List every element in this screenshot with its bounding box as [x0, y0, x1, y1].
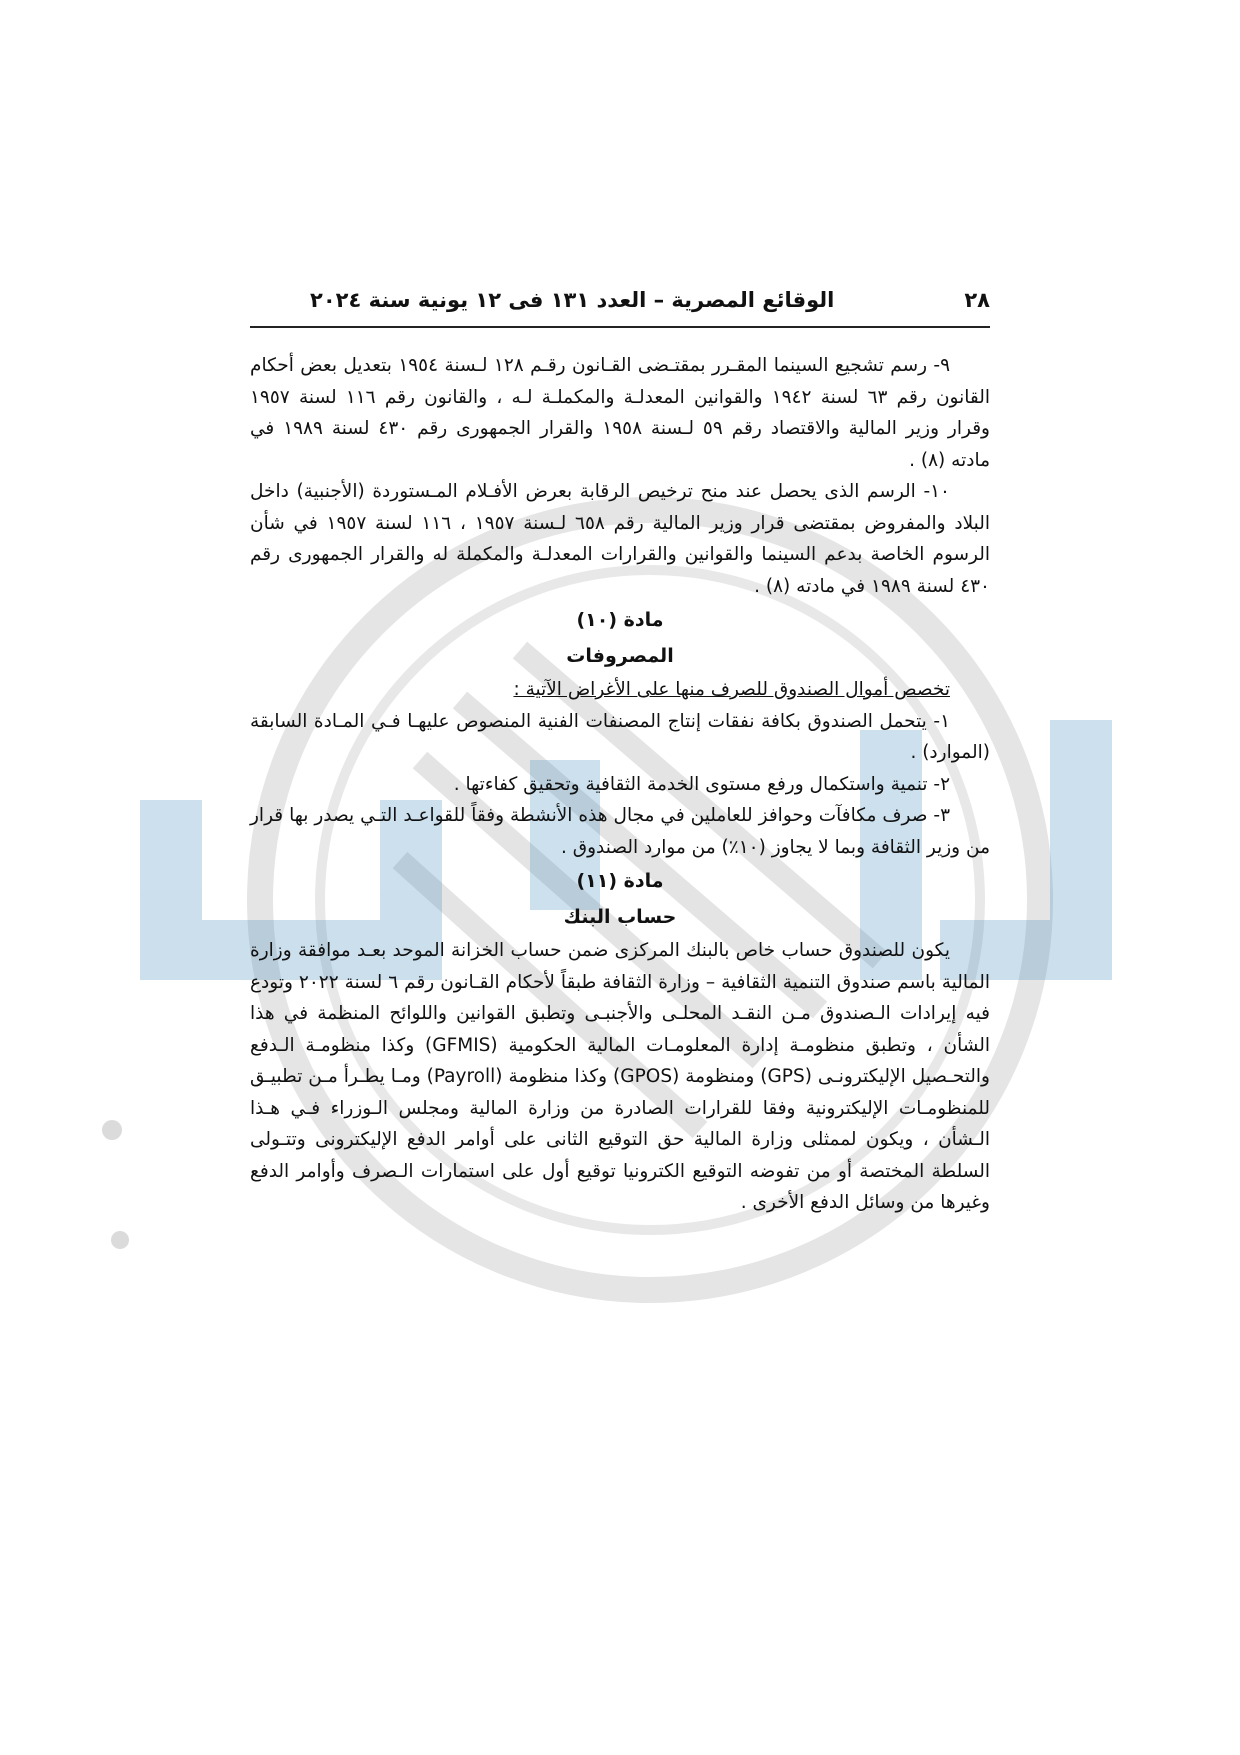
gazette-title: الوقائع المصرية – العدد ١٣١ فى ١٢ يونية سنة ٢٠٢٤	[310, 288, 835, 312]
expense-item-1: ١- يتحمل الصندوق بكافة نفقات إنتاج المصنفات الفنية المنصوص عليهـا فـي المـادة السابقة (الموارد) .	[250, 710, 990, 763]
article-10-subtitle: المصروفات	[566, 645, 674, 667]
article-11-subtitle: حساب البنك	[563, 906, 677, 928]
expense-item-3: ٣- صرف مكافآت وحوافز للعاملين في مجال هذه الأنشطة وفقاً للقواعـد التـي يصدر بها قرار من وزير الثقافة وبما لا يجاوز (١٠٪) من موارد الصندوق .	[250, 805, 990, 858]
gazette-page	[250, 280, 990, 1219]
article-10-intro-text: تخصص أموال الصندوق للصرف منها على الأغراض الآتية :	[513, 679, 950, 700]
expense-item-2: ٢- تنمية واستكمال ورفع مستوى الخدمة الثقافية وتحقيق كفاءتها .	[453, 773, 950, 795]
article-11-title: مادة (١١)	[576, 870, 664, 892]
fee-item-9: ٩- رسم تشجيع السينما المقـرر بمقتـضى القـانون رقـم ١٢٨ لـسنة ١٩٥٤ بتعديل بعض أحكام القانون رقم ٦٣ لسنة ١٩٤٢ والقوانين المعدلـة والمكملـة لـه ، والقانون رقم ١١٦ لسنة ١٩٥٧ وقرار وزير المالية والاقتصاد رقم ٥٩ لـسنة ١٩٥٨ والقرار الجمهورى رقم ٤٣٠ لسنة ١٩٨٩ في مادته (٨) .	[250, 355, 991, 471]
article-11-body: يكون للصندوق حساب خاص بالبنك المركزى ضمن حساب الخزانة الموحد بعـد موافقة وزارة المالية باسم صندوق التنمية الثقافية – وزارة الثقافة طبقاً لأحكام القـانون رقم ٦ لسنة ٢٠٢٢ وتودع فيه إيرادات الـصندوق مـن النقـد المحلـى والأجنبـى وتطبق القوانين واللوائح المنظمة في هذا الشأن ، وتطبق منظومـة إدارة المعلومـات المالية الحكومية (GFMIS) وكذا منظومـة الـدفع والتحـصيل الإليكترونـى (GPS) ومنظومة (GPOS) وكذا منظومة (Payroll) ومـا يطـرأ مـن تطبيـق للمنظومـات الإليكترونية وفقا للقرارات الصادرة من وزارة المالية ومجلس الـوزراء فـي هـذا الـشأن ، ويكون لممثلى وزارة المالية حق التوقيع الثانى على أوامر الدفع الإليكترونى وتتـولى السلطة المختصة أو من تفوضه التوقيع الكترونيا توقيع أول على استمارات الـصرف وأوامر الدفع وغيرها من وسائل الدفع الأخرى .	[250, 940, 990, 1213]
article-10-intro	[250, 674, 990, 706]
fee-item-10: ١٠- الرسم الذى يحصل عند منح ترخيص الرقابة بعرض الأفـلام المـستوردة (الأجنبية) داخل البلاد والمفروض بمقتضى قرار وزير المالية رقم ٦٥٨ لـسنة ١٩٥٧ ، ١١٦ لسنة ١٩٥٧ في شأن الرسوم الخاصة بدعم السينما والقوانين والقرارات المعدلـة والمكملة له والقرار الجمهورى رقم ٤٣٠ لسنة ١٩٨٩ في مادته (٨) .	[250, 481, 990, 597]
page-number: ٢٨	[964, 288, 990, 312]
article-10-title: مادة (١٠)	[576, 609, 664, 631]
page-header	[250, 280, 990, 328]
